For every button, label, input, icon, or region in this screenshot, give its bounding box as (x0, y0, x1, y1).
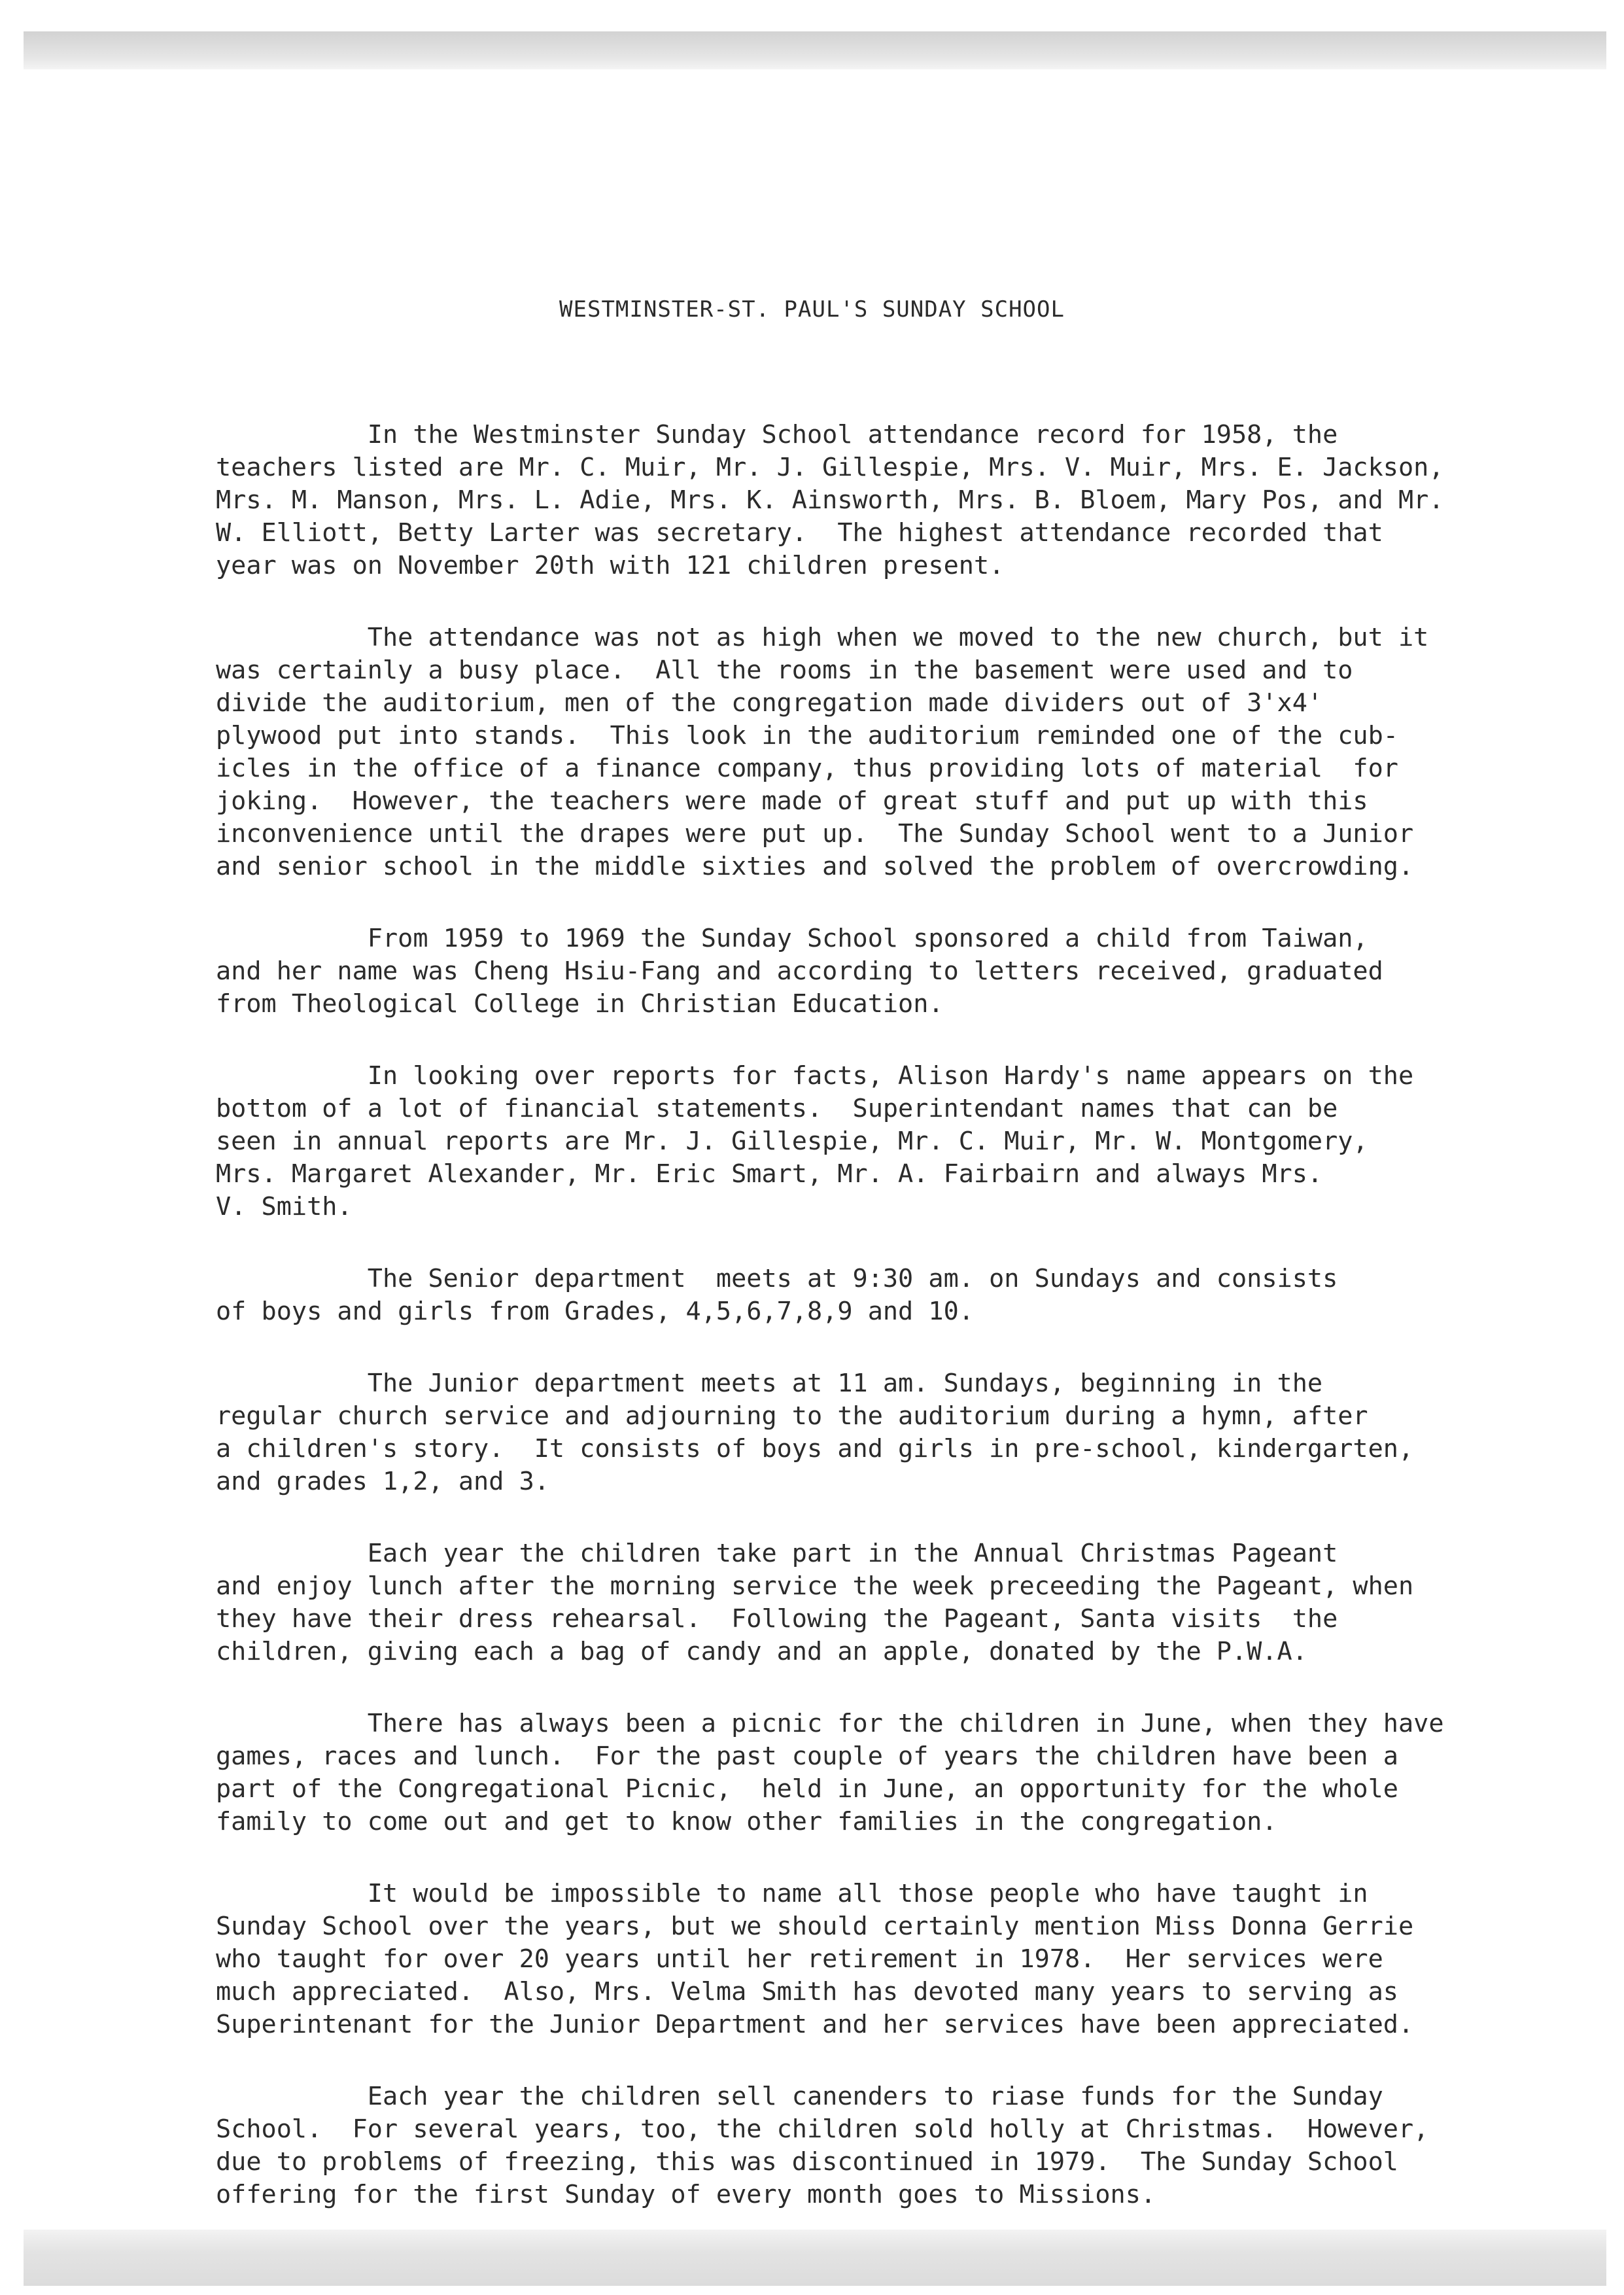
document-body (216, 419, 1544, 2251)
page-title: WESTMINSTER-ST. PAUL'S SUNDAY SCHOOL (559, 296, 1065, 323)
paragraph-teachers: It would be impossible to name all those people who have taught in Sunday School over the years, but we should certainly mention Miss Donna Gerrie who taught for over 20 years until her retirement in 1978. Her services were much appreciated. Also, Mrs. Velma Smith has devoted many years to serving as Superintenant for the Junior Department and her services have been appreciated. (216, 1879, 1414, 2039)
scan-band-top (24, 31, 1606, 69)
paragraph-picnic: There has always been a picnic for the children in June, when they have games, races and lunch. For the past couple of years the children have been a part of the Congregational Picnic, held in June, an opportunity for the whole family to come out and get to know other families in the congregation. (216, 1709, 1444, 1836)
paragraph-senior-department: The Senior department meets at 9:30 am. on Sundays and consists of boys and girls from Grades, 4,5,6,7,8,9 and 10. (216, 1264, 1338, 1326)
paragraph-junior-department: The Junior department meets at 11 am. Sundays, beginning in the regular church service and adjourning to the auditorium during a hymn, after a children's story. It consists of boys and girls in pre-school, kindergarten, and grades 1,2, and 3. (216, 1369, 1414, 1496)
paragraph-superintendants: In looking over reports for facts, Alison Hardy's name appears on the bottom of a lot of financial statements. Superintendant names that can be seen in annual reports are Mr. J. Gillespie, Mr. C. Muir, Mr. W. Montgomery, Mrs. Margaret Alexander, Mr. Eric Smart, Mr. A. Fairbairn and always Mrs. V. Smith. (216, 1061, 1414, 1221)
paragraph-christmas-pageant: Each year the children take part in the Annual Christmas Pageant and enjoy lunch after the morning service the week preceeding the Pageant, when they have their dress rehearsal. Following the Pageant, Santa visits the children, giving each a bag of candy and an apple, donated by the P.W.A. (216, 1539, 1414, 1666)
scan-band-bottom (24, 2230, 1606, 2286)
paragraph-fundraising: Each year the children sell canenders to riase funds for the Sunday School. For several years, too, the children sold holly at Christmas. However, due to problems of freezing, this was discontinued in 1979. The Sunday School offering for the first Sunday of every month goes to Missions. (216, 2082, 1429, 2209)
paragraph-sponsored-child: From 1959 to 1969 the Sunday School sponsored a child from Taiwan, and her name was Cheng Hsiu-Fang and according to letters received, graduated from Theological College in Christian Education. (216, 924, 1383, 1019)
paragraph-attendance-1958: In the Westminster Sunday School attendance record for 1958, the teachers listed are Mr. C. Muir, Mr. J. Gillespie, Mrs. V. Muir, Mrs. E. Jackson, Mrs. M. Manson, Mrs. L. Adie, Mrs. K. Ainsworth, Mrs. B. Bloem, Mary Pos, and Mr. W. Elliott, Betty Larter was secretary. The highest attendance recorded that year was on November 20th with 121 children present. (216, 420, 1444, 580)
paragraph-new-church: The attendance was not as high when we moved to the new church, but it was certainly a busy place. All the rooms in the basement were used and to divide the auditorium, men of the congregation made dividers out of 3'x4' plywood put into stands. This look in the auditorium reminded one of the cub- icles in the office of a finance company, thus providing lots of material for joking. However, the teachers were made of great stuff and put up with this inconvenience until the drapes were put up. The Sunday School went to a Junior and senior school in the middle sixties and solved the problem of overcrowding. (216, 623, 1429, 881)
